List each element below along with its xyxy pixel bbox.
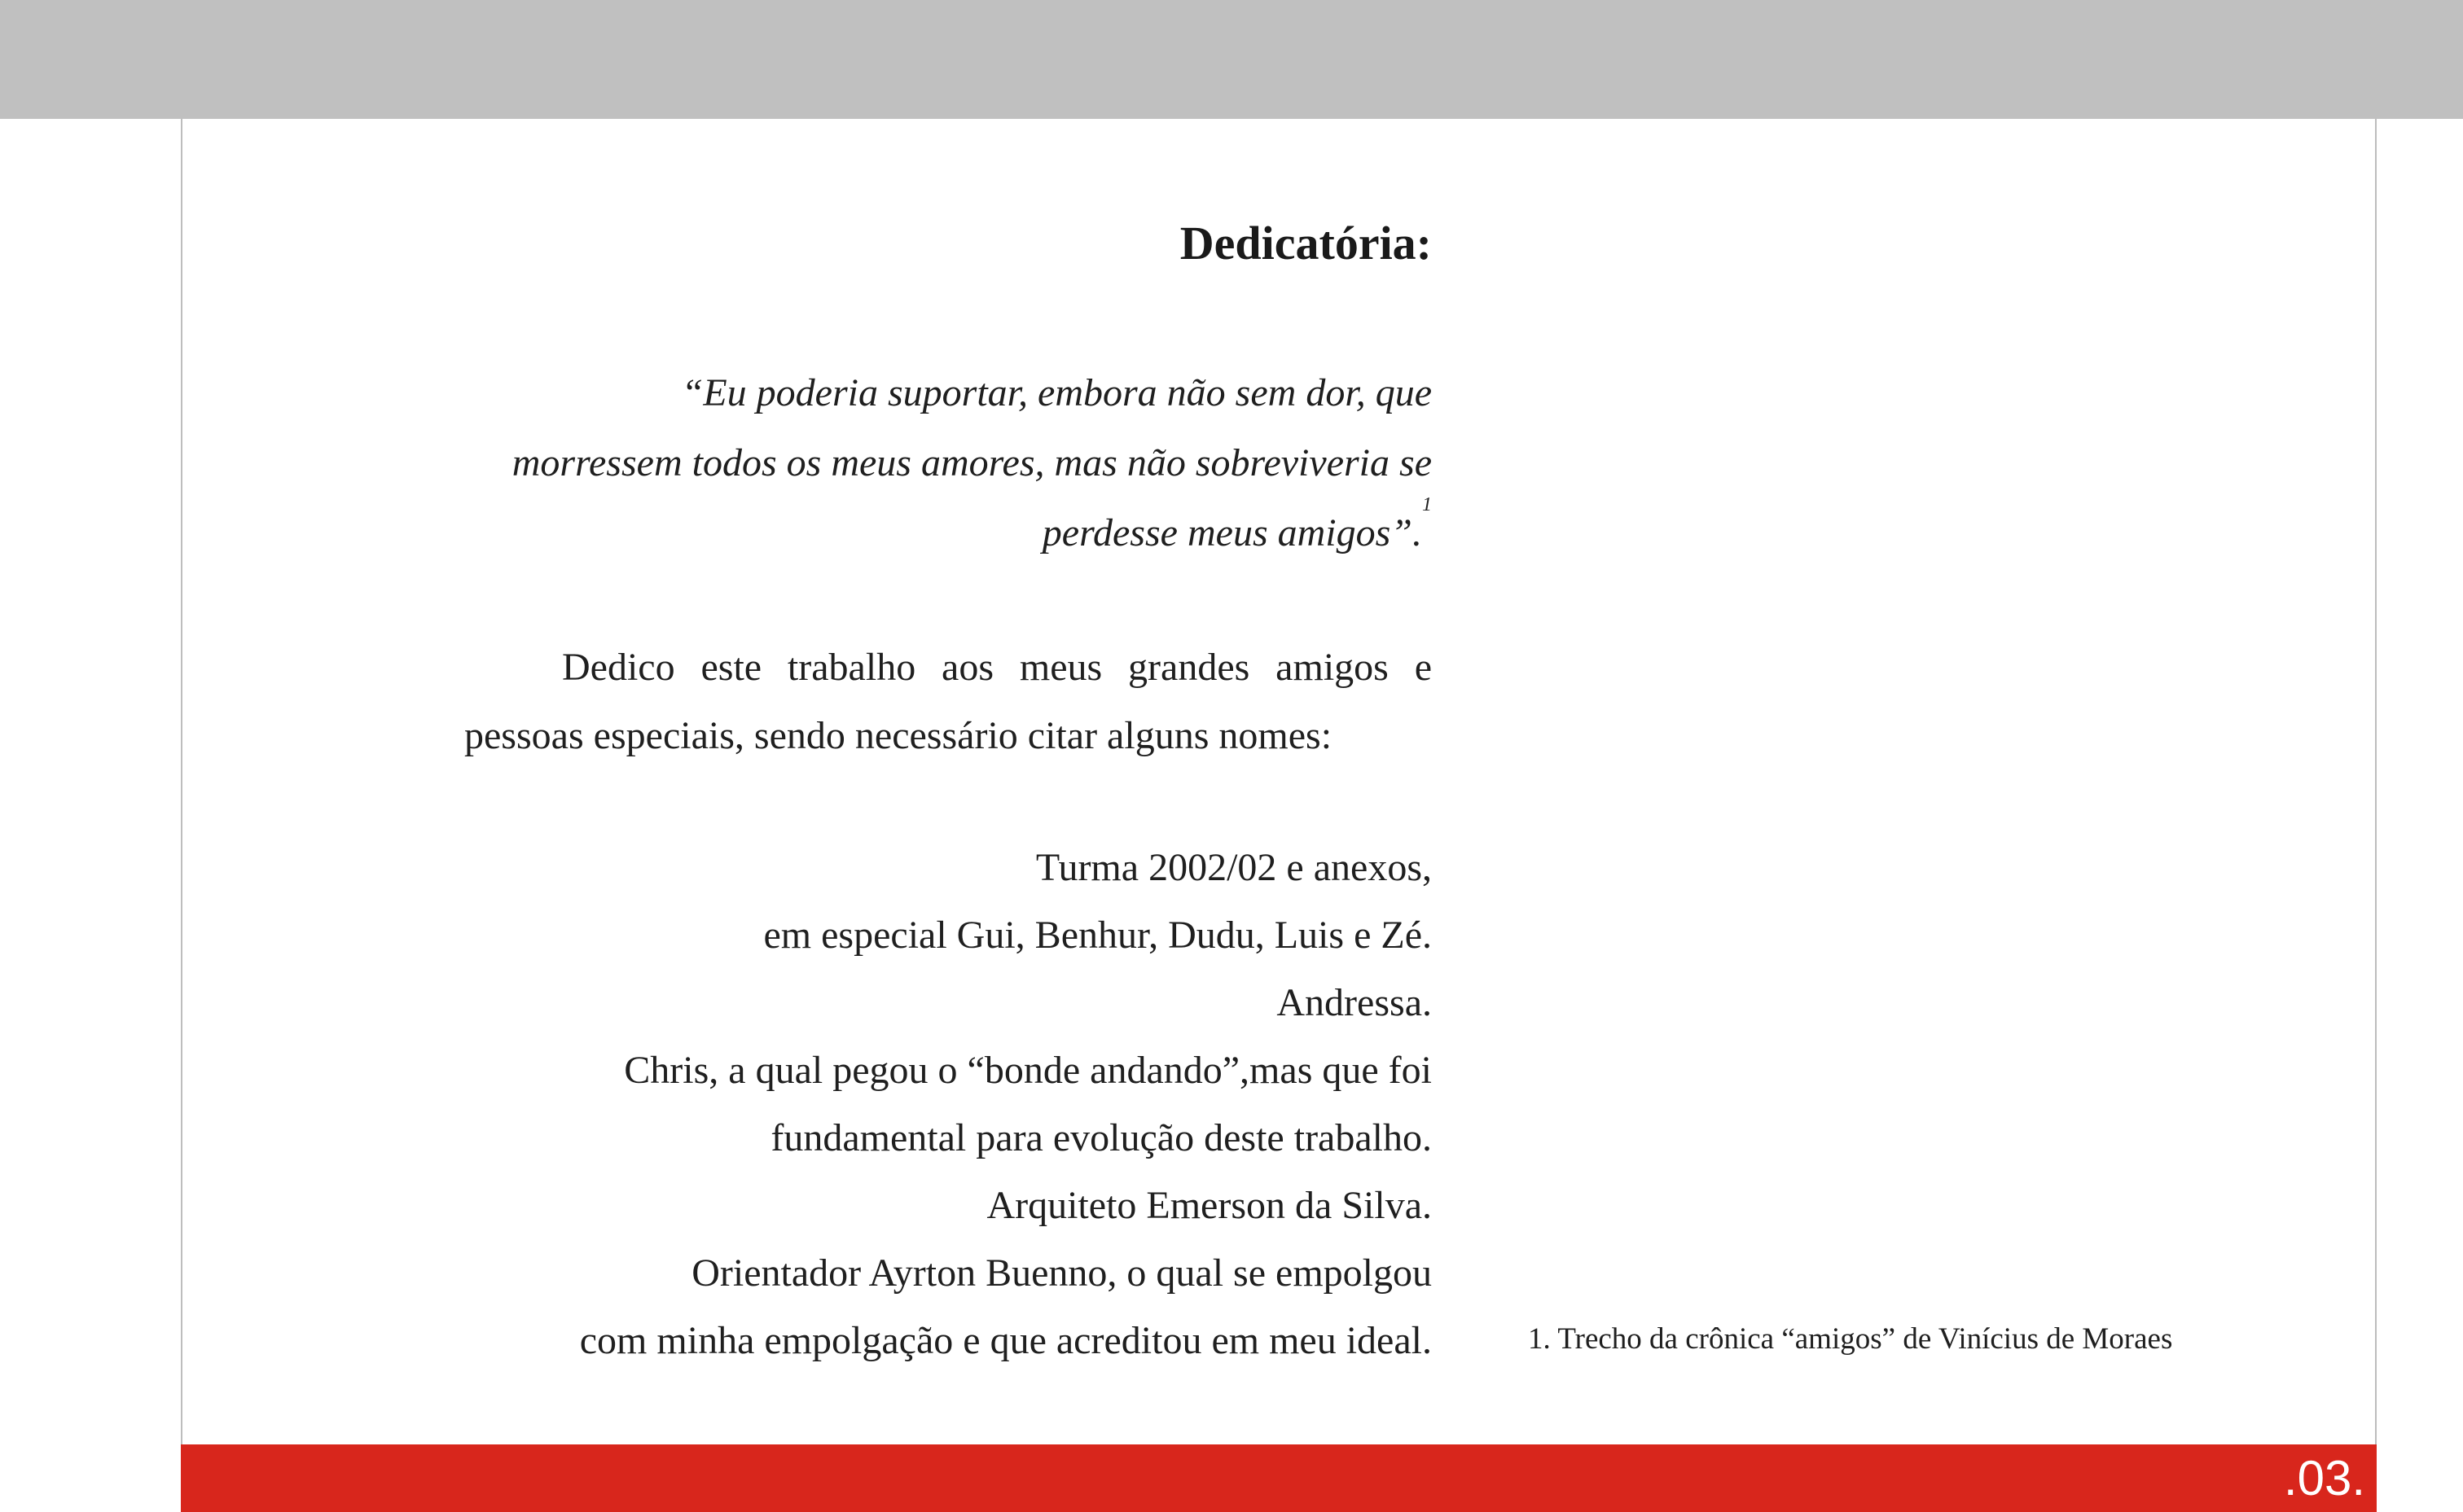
dedication-line: pessoas especiais, sendo necessário citar alguns nomes: bbox=[464, 714, 1332, 757]
names-list-item: Andressa. bbox=[1276, 981, 1432, 1024]
dedication-line: Dedico este trabalho aos meus grandes amigos e bbox=[562, 646, 1432, 689]
quote-line: “Eu poderia suportar, embora não sem dor, que bbox=[681, 371, 1432, 414]
names-list-item: em especial Gui, Benhur, Dudu, Luis e Zé. bbox=[763, 914, 1432, 957]
names-list bbox=[464, 834, 1432, 1374]
names-list-item: com minha empolgação e que acreditou em meu ideal. bbox=[579, 1319, 1432, 1362]
footnote: 1. Trecho da crônica “amigos” de Vinícius de Moraes bbox=[1528, 1322, 2173, 1356]
bottom-band bbox=[181, 1444, 2377, 1512]
names-list-item: fundamental para evolução deste trabalho. bbox=[771, 1116, 1432, 1159]
quote-line-text: perdesse meus amigos”. bbox=[1042, 511, 1422, 554]
names-list-item: Arquiteto Emerson da Silva. bbox=[986, 1184, 1432, 1227]
names-list-item: Turma 2002/02 e anexos, bbox=[1035, 846, 1432, 889]
footnote-marker: 1 bbox=[1422, 494, 1432, 515]
epigraph-quote bbox=[464, 358, 1432, 568]
quote-line: morressem todos os meus amores, mas não sobreviveria se bbox=[511, 441, 1432, 484]
top-band bbox=[0, 0, 2463, 119]
names-list-item: Orientador Ayrton Buenno, o qual se empolgou bbox=[691, 1251, 1432, 1295]
page-number: .03. bbox=[2283, 1451, 2365, 1505]
quote-line bbox=[464, 494, 1432, 568]
names-list-item: Chris, a qual pegou o “bonde andando”,mas que foi bbox=[624, 1049, 1432, 1092]
dedication-paragraph bbox=[464, 633, 1432, 770]
page-title: Dedicatória: bbox=[1179, 217, 1432, 270]
